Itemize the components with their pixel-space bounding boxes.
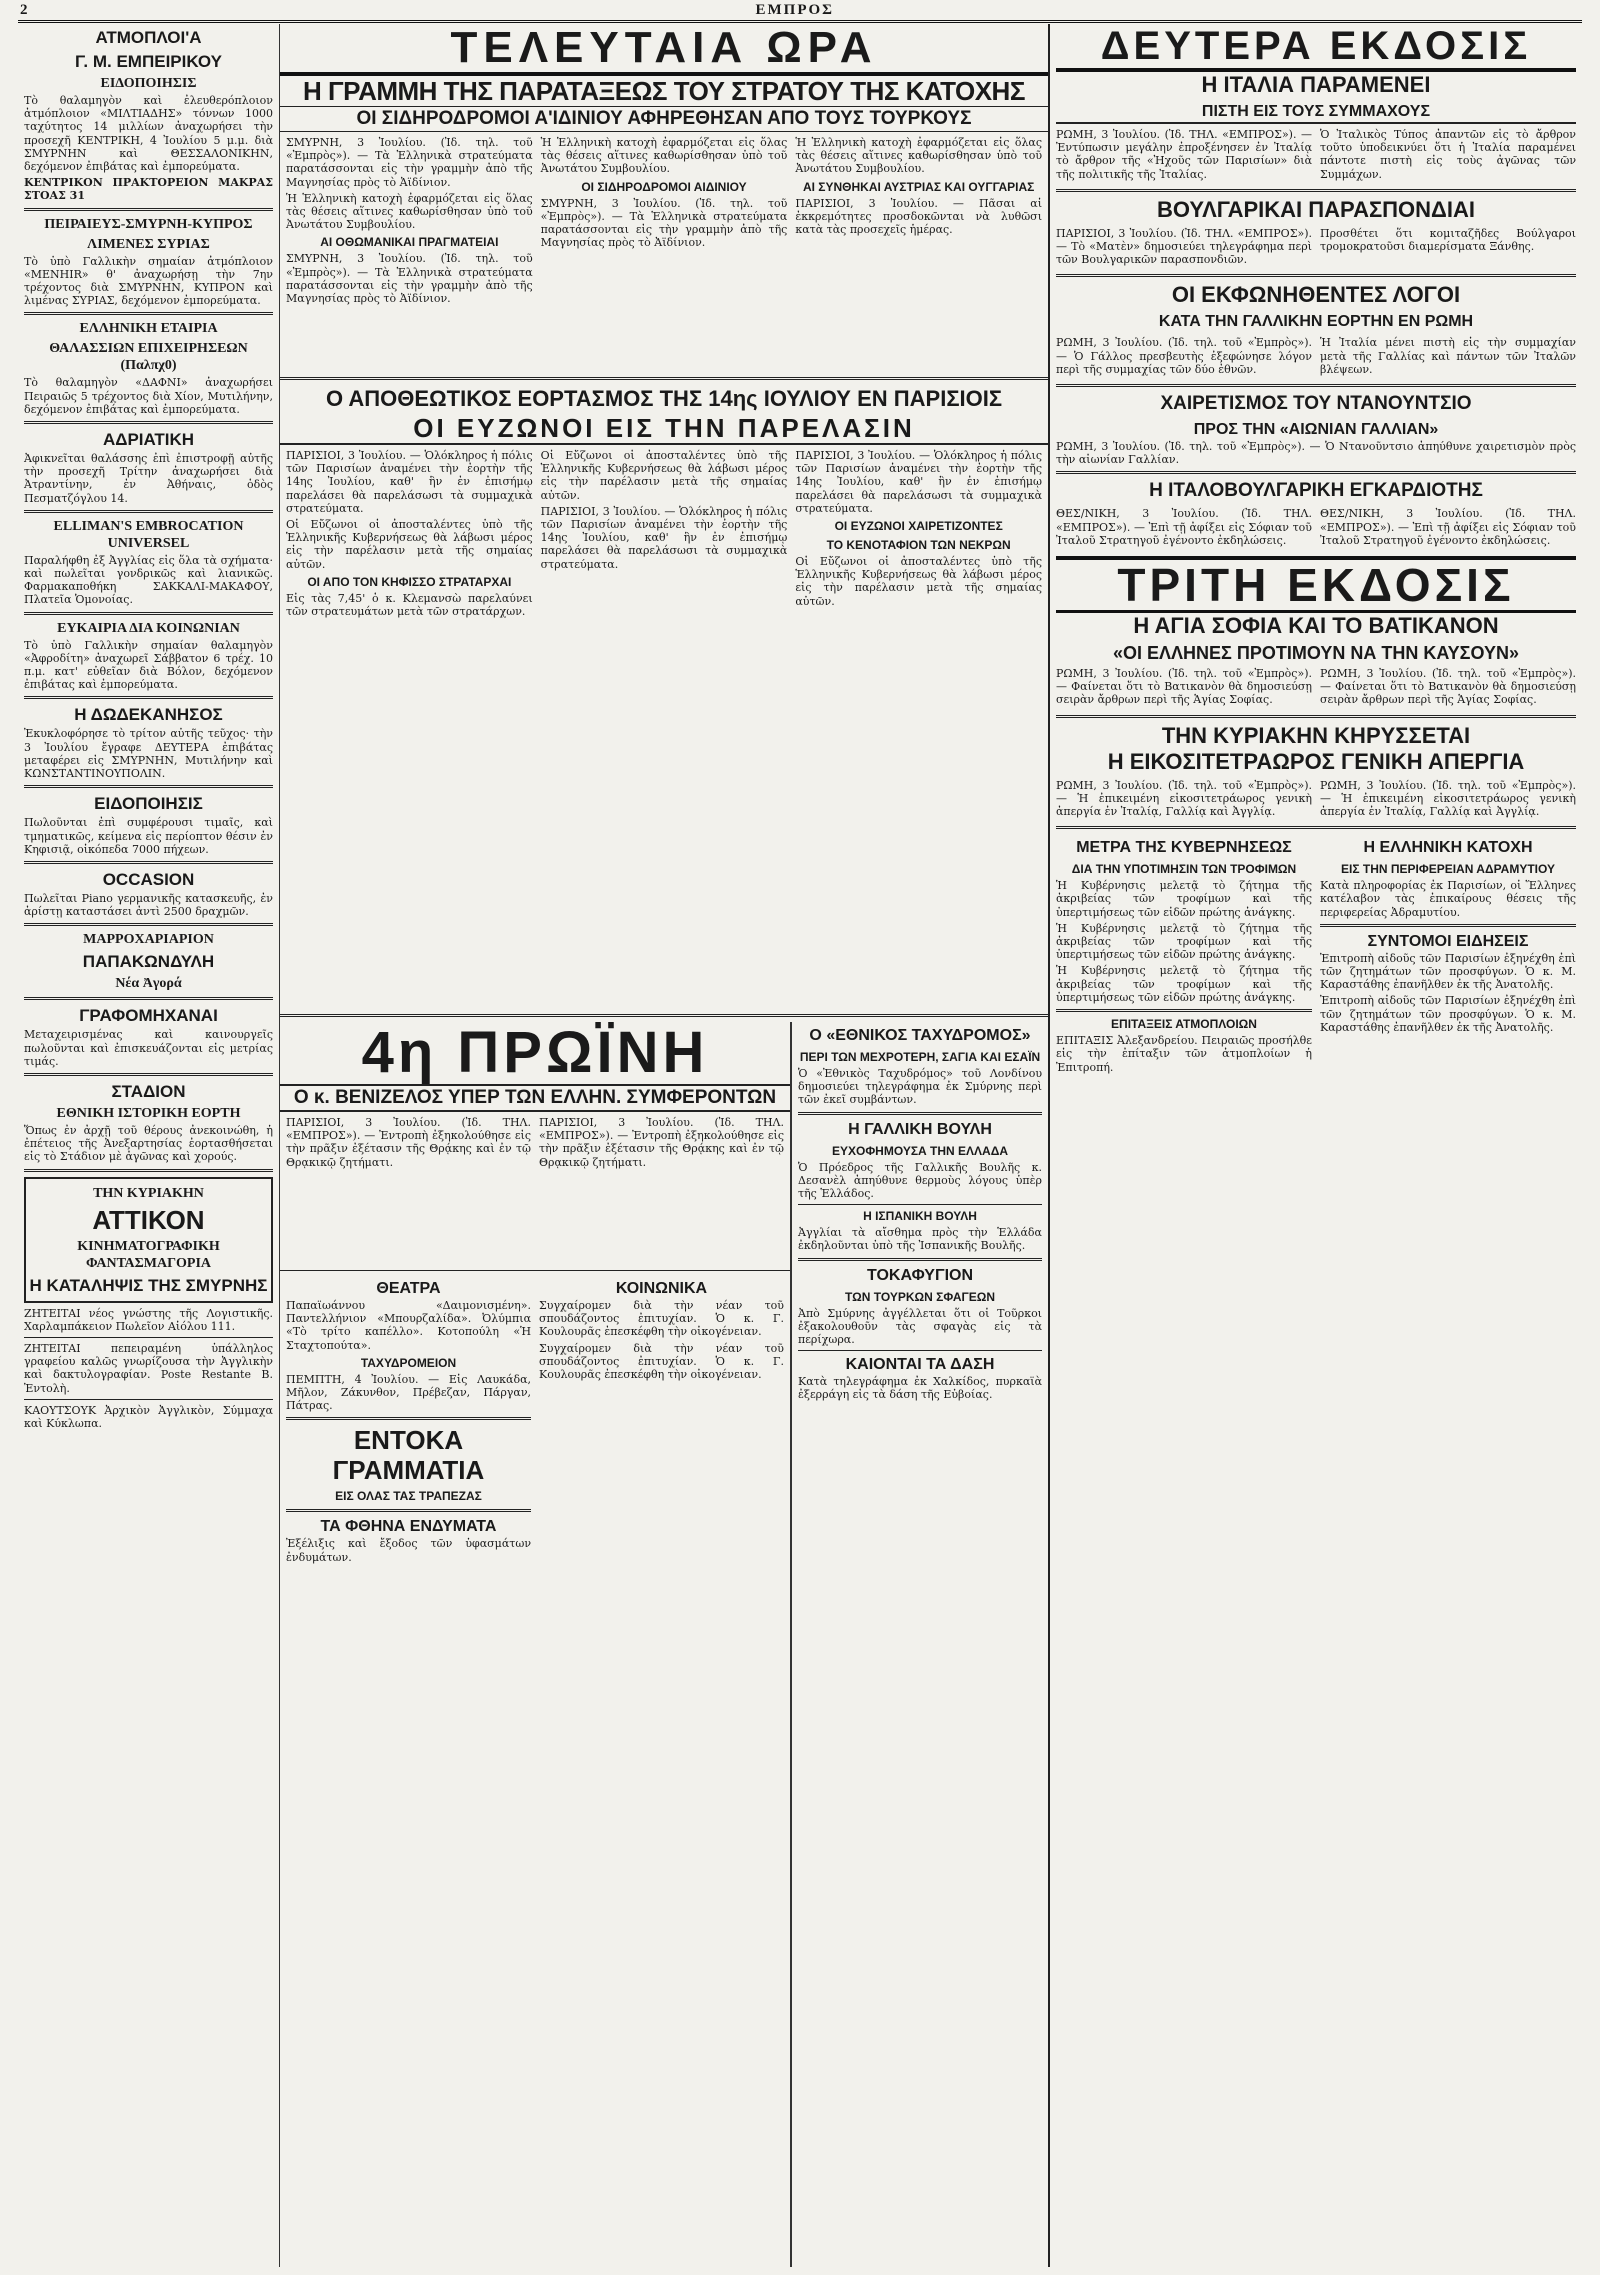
article-text: ΡΩΜΗ, 3 Ἰουλίου. (Ἰδ. τηλ. τοῦ «Ἐμπρὸς»). — Ὁ Ντανοῦντσιο ἀπηύθυνε χαιρετισμὸν πρὸς τὴν αἰωνίαν Γαλλίαν. — [1056, 440, 1576, 467]
ad-note: ΚΕΝΤΡΙΚΟΝ ΠΡΑΚΤΟΡΕΙΟΝ ΜΑΚΡΑΣ ΣΤΟΑΣ 31 — [24, 176, 273, 203]
times-heading: Ο «ΕΘΝΙΚΟΣ ΤΑΧΥΔΡΟΜΟΣ» — [809, 1027, 1031, 1044]
article-text: Ἐπιτροπὴ αἰδοῦς τῶν Παρισίων ἐξηνέχθη ἐπὶ τῶν ζητημάτων τῶν προσφύγων. Ὁ κ. Μ. Καραστάθης ἐπανῆλθεν ἐκ τῆς Ἀνατολῆς. — [1320, 951, 1576, 992]
article-subhead: ΟΙ ΣΙΔΗΡΟΔΡΟΜΟΙ ΑΙΔΙΝΙΟΥ — [581, 179, 747, 194]
rail-article — [280, 136, 1048, 372]
bonds-subheading: ΕΙΣ ΟΛΑΣ ΤΑΣ ΤΡΑΠΕΖΑΣ — [335, 1489, 482, 1504]
article-subhead: ΑΙ ΟΘΩΜΑΝΙΚΑΙ ΠΡΑΓΜΑΤΕΙΑΙ — [320, 235, 499, 250]
lower-news-block — [280, 1022, 1048, 2267]
ad-title: ΕΥΚΑΙΡΙΑ ΔΙΑ ΚΟΙΝΩΝΙΑΝ — [57, 620, 240, 636]
article-text: Εἰς τὰς 7,45' ὁ κ. Κλεμανσὼ παρελαύνει τῶν στρατευμάτων μετὰ τῶν στρατάρχων. — [286, 591, 533, 619]
article-subhead: ΟΙ ΕΥΖΩΝΟΙ ΧΑΙΡΕΤΙΖΟΝΤΕΣ — [834, 519, 1003, 534]
article-text: Ἀγγλίαι τὰ αἴσθημα πρὸς τὴν Ἑλλάδα ἐκδηλοῦνται ὑπὸ τῆς Ἰσπανικῆς Βουλῆς. — [798, 1226, 1042, 1253]
gallic-subheading: ΕΥΧΟΦΗΜΟΥΣΑ ΤΗΝ ΕΛΛΑΔΑ — [831, 1143, 1009, 1158]
ad-subtitle: ΘΑΛΑΣΣΙΩΝ ΕΠΙΧΕΙΡΗΣΕΩΝ (Παλπχ0) — [49, 341, 248, 374]
dannunzio-heading: ΧΑΙΡΕΤΙΣΜΟΣ ΤΟΥ ΝΤΑΝΟΥΝΤΣΙΟ — [1160, 393, 1472, 415]
ad-text: Πωλοῦνται ἐπὶ συμφέρουσι τιμαῖς, καὶ τμηματικῶς, κείμενα εἰς περίοπτον θέσιν ἐν Κηφισιᾷ, οἰκόπεδα 7000 πήχεων. — [24, 816, 273, 856]
article-text: ΠΑΡΙΣΙΟΙ, 3 Ἰουλίου. (Ἰδ. ΤΗΛ. «ΕΜΠΡΟΣ»). — Τὸ «Ματὲν» δημοσιεύει τηλεγράφημα περὶ τῶν Βουλγαρικῶν παρασπονδιῶν. — [1056, 226, 1312, 267]
article-text: ΣΜΥΡΝΗ, 3 Ἰουλίου. (Ἰδ. τηλ. τοῦ «Ἐμπρὸς»). — Τὰ Ἑλληνικὰ στρατεύματα παρατάσσονται εἰς τὴν γραμμὴν ἀπὸ τῆς Μαγνησίας πρὸς τὸ Ἀϊδίνιον. — [286, 136, 533, 189]
ad-title: ΜΑΡΡΟΧΑΡΙΑΡΙΟΝ — [83, 932, 214, 948]
occupation-heading: Η ΕΛΛΗΝΙΚΗ ΚΑΤΟΧΗ — [1363, 839, 1533, 857]
ad-note: Νέα Ἀγορά — [115, 976, 182, 992]
theatre-heading: ΘΕΑΤΡΑ — [376, 1280, 441, 1297]
main-news-column — [280, 24, 1050, 2267]
article-text: ΘΕΣ/ΝΙΚΗ, 3 Ἰουλίου. (Ἰδ. ΤΗΛ. «ΕΜΠΡΟΣ»). — Ἐπὶ τῇ ἀφίξει εἰς Σόφιαν τοῦ Ἰταλοῦ Στρατηγοῦ ἐγένοντο ἐκδηλώσεις. — [1056, 507, 1312, 547]
ad-title: OCCASION — [102, 869, 195, 889]
article-subhead: ΤΟ ΚΕΝΟΤΑΦΙΟΝ ΤΩΝ ΝΕΚΡΩΝ — [826, 538, 1011, 553]
ad-title: Η ΔΩΔΕΚΑΝΗΣΟΣ — [74, 705, 223, 725]
article-text: ΠΑΡΙΣΙΟΙ, 3 Ἰουλίου. (Ἰδ. ΤΗΛ. «ΕΜΠΡΟΣ»). — Ἐντροπὴ ἐξηκολούθησε εἰς τὴν πρᾶξιν ἐξέτασιν τῆς Θρᾴκης καὶ ἐν τῷ Θρᾳκικῷ ζητήματι. — [539, 1116, 784, 1169]
ad-text: Τὸ θαλαμηγὸν καὶ ἐλευθερόπλοιον ἀτμόπλοιον «ΜΙΛΤΙΑΔΗΣ» τόννων 1000 ταχύτητος 14 μιλλίων ἀναχωρήσει τὴν προσεχῆ ΚΕΝΤΡΙΚΗ, 4 Ἰουλίου 5 μ.μ. διὰ ΣΜΥΡΝΗΝ καὶ ΘΕΣΣΑΛΟΝΙΚΗΝ, δεχόμενον ἐπιβάτας καὶ ἐμπορεύματα. — [24, 94, 273, 174]
spanish-heading: Η ΙΣΠΑΝΙΚΗ ΒΟΥΛΗ — [863, 1209, 977, 1224]
article-text: Ἡ Κυβέρνησις μελετᾷ τὸ ζήτημα τῆς ἀκριβείας τῶν τροφίμων καὶ τῆς ὑπερτιμήσεως τῶν εἰδῶν πρώτης ἀνάγκης. — [1056, 964, 1312, 1004]
article-text: Ἡ Κυβέρνησις μελετᾷ τὸ ζήτημα τῆς ἀκριβείας τῶν τροφίμων καὶ τῆς ὑπερτιμήσεως τῶν εἰδῶν πρώτης ἀνάγκης. — [1056, 921, 1312, 962]
article-text: Ἡ Ἑλληνικὴ κατοχὴ ἐφαρμόζεται εἰς ὅλας τὰς θέσεις αἵτινες καθωρίσθησαν ὑπὸ τοῦ Ἀνωτάτου Συμβουλίου. — [540, 136, 788, 176]
dannunzio-subheading: ΠΡΟΣ ΤΗΝ «ΑΙΩΝΙΑΝ ΓΑΛΛΙΑΝ» — [1193, 421, 1439, 439]
ad-title: ELLIMAN'S EMBROCATION UNIVERSEL — [53, 518, 244, 551]
headline-line: Η ΓΡΑΜΜΗ ΤΗΣ ΠΑΡΑΤΑΞΕΩΣ ΤΟΥ ΣΤΡΑΤΟΥ ΤΗΣ ΚΑΤΟΧΗΣ — [303, 76, 1025, 106]
italy-heading: Η ΙΤΑΛΙΑ ΠΑΡΑΜΕΝΕΙ — [1201, 72, 1431, 97]
bonds-heading: ΕΝΤΟΚΑ ΓΡΑΜΜΑΤΙΑ — [332, 1425, 485, 1486]
italy-subheading: ΠΙΣΤΗ ΕΙΣ ΤΟΥΣ ΣΥΜΜΑΧΟΥΣ — [1056, 102, 1576, 124]
ad-title: ΑΤΜΟΠΛΟΙ'Α — [95, 28, 202, 47]
ad-subtitle: ΑΤΤΙΚΟΝ — [92, 1204, 205, 1235]
ad-text: Τὸ θαλαμηγὸν «ΔΑΦΝΙ» ἀναχωρήσει Πειραιῶς 5 τρέχοντος διὰ Χίον, Μυτιλήνην, δεχόμενον ἐπιβάτας καὶ ἐμπορεύματα. — [24, 376, 273, 416]
article-text: ΡΩΜΗ, 3 Ἰουλίου. (Ἰδ. ΤΗΛ. «ΕΜΠΡΟΣ»). — Ἐντύπωσιν μεγάλην ἐπροξένησεν ἐν Ἰταλίᾳ τὸ ἄρθρον τῆς «Ἠχοῦς τῶν Παρισίων» διὰ τῆς πολιτικῆς τῆς Ἰταλίας. — [1056, 128, 1312, 181]
requisition-heading: ΕΠΙΤΑΞΕΙΣ ΑΤΜΟΠΛΟΙΩΝ — [1111, 1017, 1257, 1032]
article-text: ΡΩΜΗ, 3 Ἰουλίου. (Ἰδ. τηλ. τοῦ «Ἐμπρὸς»). — Ὁ Γάλλος πρεσβευτὴς ἐξεφώνησε λόγον περὶ τῆς συμμαχίας τῶν δύο ἐθνῶν. — [1056, 336, 1312, 376]
ad-text: Τὸ ὑπὸ Γαλλικὴν σημαίαν ἀτμόπλοιον «MENHIR» θ' ἀναχωρήσῃ τὴν 7ην τρέχοντος διὰ ΣΜΥΡΝΗΝ, ΚΥΠΡΟΝ καὶ λιμένας ΣΥΡΙΑΣ, δεχόμενον ἐμπορεύματα. — [24, 254, 273, 308]
ad-title: ΓΡΑΦΟΜΗΧΑΝΑΙ — [79, 1006, 218, 1026]
article-text: ΡΩΜΗ, 3 Ἰουλίου. (Ἰδ. τηλ. τοῦ «Ἐμπρὸς»). — Ἡ ἐπικειμένη εἰκοσιτετράωρος γενικὴ ἀπεργία ἐν Ἰταλίᾳ, Γαλλίᾳ καὶ Ἀγγλίᾳ. — [1056, 778, 1312, 819]
article-text: Ὁ «Ἐθνικὸς Ταχυδρόμος» τοῦ Λονδίνου δημοσιεύει τηλεγράφημα ἐκ Σμύρνης περὶ τῶν ἐκεῖ συμβάντων. — [798, 1067, 1042, 1107]
article-text: ΠΑΡΙΣΙΟΙ, 3 Ἰουλίου. — Ὁλόκληρος ἡ πόλις τῶν Παρισίων ἀναμένει τὴν ἐορτὴν τῆς 14ης Ἰουλίου, καθ' ἣν ἐν ἐπισήμῳ παρελάσει θὰ παρελάσωσι τὰ συμμαχικὰ στρατεύματα. — [540, 504, 788, 571]
masthead — [18, 0, 1582, 23]
article-text: Ἡ Ἑλληνικὴ κατοχὴ ἐφαρμόζεται εἰς ὅλας τὰς θέσεις αἵτινες καθωρίσθησαν ὑπὸ τοῦ Ἀνωτάτου Συμβουλίου. — [795, 136, 1043, 176]
article-text: ΠΑΡΙΣΙΟΙ, 3 Ἰουλίου. — Πᾶσαι αἱ ἐκκρεμότητες προσδοκῶνται νὰ λυθῶσι κατὰ τὰς προσεχεῖς ἡμέρας. — [795, 196, 1043, 237]
page-number: 2 — [20, 1, 28, 18]
measures-heading: ΜΕΤΡΑ ΤΗΣ ΚΥΒΕΡΝΗΣΕΩΣ — [1076, 839, 1292, 857]
headline-railways: ΟΙ ΣΙΔΗΡΟΔΡΟΜΟΙ Α'ΙΔΙΝΙΟΥ ΑΦΗΡΕΘΗΣΑΝ ΑΠΟ ΤΟΥΣ ΤΟΥΡΚΟΥΣ — [280, 106, 1048, 132]
sofia-subheading: «ΟΙ ΕΛΛΗΝΕΣ ΠΡΟΤΙΜΟΥΝ ΝΑ ΤΗΝ ΚΑΥΣΟΥΝ» — [1112, 643, 1520, 664]
sofia-heading: Η ΑΓΙΑ ΣΟΦΙΑ ΚΑΙ ΤΟ ΒΑΤΙΚΑΝΟΝ — [1133, 613, 1499, 639]
article-text: Συγχαίρομεν διὰ τὴν νέαν τοῦ σπουδάζοντος ἐπιτυχίαν. Ὁ κ. Γ. Κουλουρᾶς ἐπεσκέφθη τὴν οἰκογένειαν. — [539, 1341, 784, 1382]
article-text: Παπαϊωάννου «Δαιμονισμένη». Παντελλήνιον «Μπουρζαλίδα». Ὀλύμπια «Τὸ τρίτο καπέλλο». Κοτοπούλη «Ἡ Σταχτοπούτα». — [286, 1299, 531, 1352]
article-text: ΠΕΜΠΤΗ, 4 Ἰουλίου. — Εἰς Λαυκάδα, Μῆλον, Ζάκυνθον, Πρέβεζαν, Πάργαν, Πάτρας. — [286, 1372, 531, 1413]
headline-fete: Ο ΑΠΟΘΕΩΤΙΚΟΣ ΕΟΡΤΑΣΜΟΣ ΤΗΣ 14ης ΙΟΥΛΙΟΥ ΕΝ ΠΑΡΙΣΙΟΙΣ — [325, 386, 1003, 411]
ad-text: ΖΗΤΕΙΤΑΙ νέος γνώστης τῆς Λογιστικῆς. Χαρλαμπάκειον Πωλεῖον Αἰόλου 111. — [24, 1306, 273, 1333]
lower-left-columns — [280, 1275, 790, 1567]
article-text: Κατὰ τηλεγράφημα ἐκ Χαλκίδος, πυρκαϊὰ ἐξερράγη εἰς τὰ δάση τῆς Εὐβοίας. — [798, 1375, 1042, 1402]
ad-text: Ἀφικνεῖται θαλάσσης ἐπὶ ἐπιστροφῇ αὐτῆς τὴν προσεχῆ Τρίτην ἀναχωρήσει διὰ Ἀτραντίνην, ἐν Ἀθήναις, ὁδὸς Πεσματζόγλου 14. — [24, 452, 273, 505]
proini-block — [280, 1022, 791, 2267]
gallic-heading: Η ΓΑΛΛΙΚΗ ΒΟΥΛΗ — [848, 1120, 992, 1138]
ad-subtitle: ΛΙΜΕΝΕΣ ΣΥΡΙΑΣ — [87, 236, 210, 252]
article-text: Ἐξέλιξις καὶ ἔξοδος τῶν ὑφασμάτων ἐνδυμάτων. — [286, 1537, 531, 1564]
ad-title: ΣΤΑΔΙΟΝ — [111, 1081, 186, 1101]
speeches-heading: ΟΙ ΕΚΦΩΝΗΘΕΝΤΕΣ ΛΟΓΟΙ — [1171, 282, 1461, 308]
article-text: Ὁ Πρόεδρος τῆς Γαλλικῆς Βουλῆς κ. Δεσανὲλ ἀπηύθυνε θερμοὺς λόγους ὑπὲρ τῆς Ἑλλάδος. — [798, 1160, 1042, 1201]
ad-title: ΑΔΡΙΑΤΙΚΗ — [102, 430, 195, 450]
article-text: Οἱ Εὔζωνοι οἱ ἀποσταλέντες ὑπὸ τῆς Ἑλληνικῆς Κυβερνήσεως θὰ λάβωσι μέρος εἰς τὴν παρέλασιν μετὰ τῆς σημαίας αὐτῶν. — [795, 555, 1043, 608]
editions-column — [1050, 24, 1582, 2267]
tokaf-heading: ΤΟΚΑΦΥΓΙΟΝ — [866, 1266, 974, 1284]
article-subhead: ΑΙ ΣΥΝΘΗΚΑΙ ΑΥΣΤΡΙΑΣ ΚΑΙ ΟΥΓΓΑΡΙΑΣ — [802, 179, 1035, 194]
article-text: ΡΩΜΗ, 3 Ἰουλίου. (Ἰδ. τηλ. τοῦ «Ἐμπρὸς»). — Φαίνεται ὅτι τὸ Βατικανὸν θὰ δημοσιεύσῃ σειρὰν ἄρθρων περὶ τῆς Ἁγίας Σοφίας. — [1320, 667, 1576, 707]
ad-text: Μεταχειρισμένας καὶ καινουργεῖς πωλοῦνται καὶ ἐπισκευάζονται εἰς μετρίας τιμάς. — [24, 1028, 273, 1068]
cinema-ad — [24, 1177, 273, 1303]
ad-text: Παραλήφθη ἐξ Ἀγγλίας εἰς ὅλα τὰ σχήματα· καὶ πωλεῖται γονδρικῶς καὶ λιανικῶς. Φαρμακαποθήκη ΣΑΚΚΑΛΙ-ΜΑΚΑΦΟΥ, Πλατεῖα Ὁμονοίας. — [24, 553, 273, 607]
article-subhead: ΟΙ ΑΠΟ ΤΟΝ ΚΗΦΙΣΣΟ ΣΤΡΑΤΑΡΧΑΙ — [307, 574, 512, 589]
headline-morning: 4η ΠΡΩΪΝΗ — [361, 1022, 709, 1085]
clothes-heading: ΤΑ ΦΘΗΝΑ ΕΝΔΥΜΑΤΑ — [320, 1518, 497, 1536]
ad-subtitle: ΠΑΠΑΚΩΝΔΥΛΗ — [82, 952, 215, 972]
headline-venizelos: Ο κ. ΒΕΝΙΖΕΛΟΣ ΥΠΕΡ ΤΩΝ ΕΛΛΗΝ. ΣΥΜΦΕΡΟΝΤΩΝ — [280, 1084, 790, 1112]
ad-title: ΤΗΝ ΚΥΡΙΑΚΗΝ — [93, 1185, 204, 1201]
classifieds-column — [18, 24, 280, 2267]
ad-text: ΖΗΤΕΙΤΑΙ πεπειραμένη ὑπάλληλος γραφείου καλῶς γνωρίζουσα τὴν Ἀγγλικὴν καὶ δακτυλογραφίαν. Poste Restante Β. Ἐντολὴ. — [24, 1341, 273, 1395]
article-text: ΘΕΣ/ΝΙΚΗ, 3 Ἰουλίου. (Ἰδ. ΤΗΛ. «ΕΜΠΡΟΣ»). — Ἐπὶ τῇ ἀφίξει εἰς Σόφιαν τοῦ Ἰταλοῦ Στρατηγοῦ ἐγένοντο ἐκδηλώσεις. — [1320, 507, 1576, 547]
third-edition-heading: ΤΡΙΤΗ ΕΚΔΟΣΙΣ — [1056, 556, 1576, 613]
strike-heading: ΤΗΝ ΚΥΡΙΑΚΗΝ ΚΗΡΥΣΣΕΤΑΙ — [1161, 722, 1471, 748]
times-subheading: ΠΕΡΙ ΤΩΝ ΜΕΧΡΟΤΕΡΗ, ΣΑΓΙΑ ΚΑΙ ΕΣΑΪΝ — [799, 1050, 1041, 1064]
measures-subheading: ΔΙΑ ΤΗΝ ΥΠΟΤΙΜΗΣΙΝ ΤΩΝ ΤΡΟΦΙΜΩΝ — [1071, 862, 1297, 877]
article-text: Οἱ Εὔζωνοι οἱ ἀποσταλέντες ὑπὸ τῆς Ἑλληνικῆς Κυβερνήσεως θὰ λάβωσι μέρος εἰς τὴν παρέλασιν μετὰ τῆς σημαίας αὐτῶν. — [286, 518, 533, 571]
lower-right-block — [791, 1022, 1048, 2267]
ad-subtitle: Γ. Μ. ΕΜΠΕΙΡΙΚΟΥ — [75, 52, 222, 71]
strike-subheading: Η ΕΙΚΟΣΙΤΕΤΡΑΩΡΟΣ ΓΕΝΙΚΗ ΑΠΕΡΓΙΑ — [1107, 748, 1525, 774]
article-text: ΡΩΜΗ, 3 Ἰουλίου. (Ἰδ. τηλ. τοῦ «Ἐμπρὸς»). — Φαίνεται ὅτι τὸ Βατικανὸν θὰ δημοσιεύσῃ σειρὰν ἄρθρων περὶ τῆς Ἁγίας Σοφίας. — [1056, 667, 1312, 707]
article-text: ΣΜΥΡΝΗ, 3 Ἰουλίου. (Ἰδ. τηλ. τοῦ «Ἐμπρὸς»). — Τὰ Ἑλληνικὰ στρατεύματα παρατάσσονται εἰς τὴν γραμμὴν ἀπὸ τῆς Μαγνησίας πρὸς τὸ Ἀϊδίνιον. — [286, 252, 533, 306]
article-text: Συγχαίρομεν διὰ τὴν νέαν τοῦ σπουδάζοντος ἐπιτυχίαν. Ὁ κ. Γ. Κουλουρᾶς ἐπεσκέφθη τὴν οἰκογένειαν. — [539, 1299, 784, 1339]
article-text: Ἡ Ἰταλία μένει πιστὴ εἰς τὴν συμμαχίαν μετὰ τῆς Γαλλίας καὶ πάντων τῶν Ἰταλῶν βλέψεων. — [1320, 336, 1576, 376]
article-text: Ἡ Κυβέρνησις μελετᾷ τὸ ζήτημα τῆς ἀκριβείας τῶν τροφίμων καὶ τῆς ὑπερτιμήσεως τῶν εἰδῶν πρώτης ἀνάγκης. — [1056, 879, 1312, 919]
ad-subtitle: ΕΘΝΙΚΗ ΙΣΤΟΡΙΚΗ ΕΟΡΤΗ — [56, 1105, 241, 1121]
article-text: ΠΑΡΙΣΙΟΙ, 3 Ἰουλίου. — Ὁλόκληρος ἡ πόλις τῶν Παρισίων ἀναμένει τὴν ἐορτὴν τῆς 14ης Ἰουλίου, καθ' ἣν ἐν ἐπισήμῳ παρελάσει θὰ παρελάσωσι τὰ συμμαχικὰ στρατεύματα. — [795, 449, 1043, 515]
ad-title: ΕΙΔΟΠΟΙΗΣΙΣ — [94, 794, 203, 814]
ad-subtitle: ΕΙΔΟΠΟΙΗΣΙΣ — [100, 76, 197, 91]
ad-subtitle: Η ΚΑΤΑΛΗΨΙΣ ΤΗΣ ΣΜΥΡΝΗΣ — [29, 1275, 268, 1295]
second-edition-heading: ΔΕΥΤΕΡΑ ΕΚΔΟΣΙΣ — [1056, 24, 1576, 72]
brief-news-heading: ΣΥΝΤΟΜΟΙ ΕΙΔΗΣΕΙΣ — [1367, 932, 1529, 950]
tokaf-subheading: ΤΩΝ ΤΟΥΡΚΩΝ ΣΦΑΓΕΩΝ — [844, 1289, 996, 1304]
masthead-title: ΕΜΠΡΟΣ — [755, 1, 834, 18]
article-text: ΠΑΡΙΣΙΟΙ, 3 Ἰουλίου. — Ὁλόκληρος ἡ πόλις τῶν Παρισίων ἀναμένει τὴν ἐορτὴν τῆς 14ης Ἰουλίου, καθ' ἣν ἐν ἐπισήμῳ παρελάσει θὰ παρελάσωσι τὰ συμμαχικὰ στρατεύματα. — [286, 449, 533, 515]
post-heading: ΤΑΧΥΔΡΟΜΕΙΟΝ — [360, 1355, 457, 1370]
article-text: Ἐπιτροπὴ αἰδοῦς τῶν Παρισίων ἐξηνέχθη ἐπὶ τῶν ζητημάτων τῶν προσφύγων. Ὁ κ. Μ. Καραστάθης ἐπανῆλθεν ἐκ τῆς Ἀνατολῆς. — [1320, 994, 1576, 1034]
ad-text: Πωλεῖται Piano γερμανικῆς κατασκευῆς, ἐν ἀρίστῃ καταστάσει ἀντὶ 2500 δραχμῶν. — [24, 891, 273, 919]
article-text: Κατὰ πληροφορίας ἐκ Παρισίων, οἱ Ἕλληνες κατέλαβον τὰς ἐπικαίρους θέσεις τῆς περιφερείας Ἀδραμυτίου. — [1320, 879, 1576, 919]
headline-evzones: ΟΙ ΕΥΖΩΝΟΙ ΕΙΣ ΤΗΝ ΠΑΡΕΛΑΣΙΝ — [280, 413, 1048, 445]
headline-last-hour: ΤΕΛΕΥΤΑΙΑ ΩΡΑ — [280, 24, 1048, 76]
ad-title: ΕΛΛΗΝΙΚΗ ΕΤΑΙΡΙΑ — [79, 321, 218, 337]
bulgaria-heading: ΒΟΥΛΓΑΡΙΚΑΙ ΠΑΡΑΣΠΟΝΔΙΑΙ — [1157, 196, 1475, 222]
ad-text: ΚΑΟΥΤΣΟΥΚ Ἀρχικὸν Ἀγγλικὸν, Σύμμαχα καὶ Κύκλωπα. — [24, 1403, 273, 1430]
speeches-subheading: ΚΑΤΑ ΤΗΝ ΓΑΛΛΙΚΗΝ ΕΟΡΤΗΝ ΕΝ ΡΩΜΗ — [1158, 313, 1474, 331]
forest-fire-heading: ΚΑΙΟΝΤΑΙ ΤΑ ΔΑΣΗ — [845, 1356, 995, 1374]
social-heading: ΚΟΙΝΩΝΙΚΑ — [615, 1280, 708, 1297]
article-text: ΡΩΜΗ, 3 Ἰουλίου. (Ἰδ. τηλ. τοῦ «Ἐμπρὸς»). — Ἡ ἐπικειμένη εἰκοσιτετράωρος γενικὴ ἀπεργία ἐν Ἰταλίᾳ, Γαλλίᾳ καὶ Ἀγγλίᾳ. — [1320, 778, 1576, 819]
ad-title: ΠΕΙΡΑΙΕΥΣ-ΣΜΥΡΝΗ-ΚΥΠΡΟΣ — [44, 216, 253, 232]
italobulgar-heading: Η ΙΤΑΛΟΒΟΥΛΓΑΡΙΚΗ ΕΓΚΑΡΔΙΟΤΗΣ — [1149, 480, 1483, 502]
article-text: Οἱ Εὔζωνοι οἱ ἀποσταλέντες ὑπὸ τῆς Ἑλληνικῆς Κυβερνήσεως θὰ λάβωσι μέρος εἰς τὴν παρέλασιν μετὰ τῆς σημαίας αὐτῶν. — [540, 449, 788, 502]
article-text: Ἡ Ἑλληνικὴ κατοχὴ ἐφαρμόζεται εἰς ὅλας τὰς θέσεις αἵτινες καθωρίσθησαν ὑπὸ τοῦ Ἀνωτάτου Συμβουλίου. — [286, 191, 533, 232]
article-text: Ἀπὸ Σμύρνης ἀγγέλλεται ὅτι οἱ Τοῦρκοι ἐξακολουθοῦν τὰς σφαγὰς εἰς τὰ περίχωρα. — [798, 1306, 1042, 1347]
ad-text: Τὸ ὑπὸ Γαλλικὴν σημαίαν θαλαμηγὸν «Ἀφροδίτη» ἀναχωρεῖ Σάββατον 6 τρέχ. 10 π.μ. κατ' εὐθεῖαν διὰ Βόλον, δεχόμενον ἐπιβάτας καὶ ἐμπορεύματα. — [24, 638, 273, 692]
article-text: ΣΜΥΡΝΗ, 3 Ἰουλίου. (Ἰδ. τηλ. τοῦ «Ἐμπρὸς»). — Τὰ Ἑλληνικὰ στρατεύματα παρατάσσονται εἰς τὴν γραμμὴν ἀπὸ τῆς Μαγνησίας πρὸς τὸ Ἀϊδίνιον. — [540, 196, 788, 250]
ad-text: Ἐκυκλοφόρησε τὸ τρίτον αὐτῆς τεῦχος· τὴν 3 Ἰουλίου ἔγραφε ΔΕΥΤΕΡΑ ἐπιβάτας μεταφέρει εἰς ΣΜΥΡΝΗΝ, Μυτιλήνην καὶ ΚΩΝΣΤΑΝΤΙΝΟΥΠΟΛΙΝ. — [24, 727, 273, 781]
ad-text: Ὅπως ἐν ἀρχῇ τοῦ θέρους ἀνεκοινώθη, ἡ ἐπέτειος τῆς Ἀνεξαρτησίας ἐορτασθήσεται εἰς τὸ Στάδιον μὲ ἀγῶνας καὶ χορούς. — [24, 1123, 273, 1164]
article-text: ΕΠΙΤΑΞΙΣ Ἀλεξανδρείου. Πειραιῶς προσήλθε εἰς τὴν ἐπίταξιν τῶν ἀτμοπλοίων ἡ Ἐπιτροπή. — [1056, 1034, 1312, 1074]
article-text: ΠΑΡΙΣΙΟΙ, 3 Ἰουλίου. (Ἰδ. ΤΗΛ. «ΕΜΠΡΟΣ»). — Ἐντροπὴ ἐξηκολούθησε εἰς τὴν πρᾶξιν ἐξέτασιν τῆς Θρᾴκης καὶ ἐν τῷ Θρᾳκικῷ ζητήματι. — [286, 1116, 531, 1169]
fete-article — [280, 449, 1048, 1009]
ad-subtitle: ΚΙΝΗΜΑΤΟΓΡΑΦΙΚΗ ΦΑΝΤΑΣΜΑΓΟΡΙΑ — [77, 1238, 220, 1271]
article-text: Προσθέτει ὅτι κομιταζῆδες Βούλγαροι τρομοκρατοῦσι διαμερίσματα Ξάνθης. — [1320, 226, 1576, 254]
article-text: Ὁ Ἰταλικὸς Τύπος ἀπαντῶν εἰς τὸ ἄρθρον τοῦτο ὑποδεικνύει ὅτι ἡ Ἰταλία παραμένει πάντοτε πιστὴ εἰς τοὺς ἀγῶνας τῶν Συμμάχων. — [1320, 128, 1576, 181]
occupation-subheading: ΕΙΣ ΤΗΝ ΠΕΡΙΦΕΡΕΙΑΝ ΑΔΡΑΜΥΤΙΟΥ — [1340, 862, 1556, 877]
